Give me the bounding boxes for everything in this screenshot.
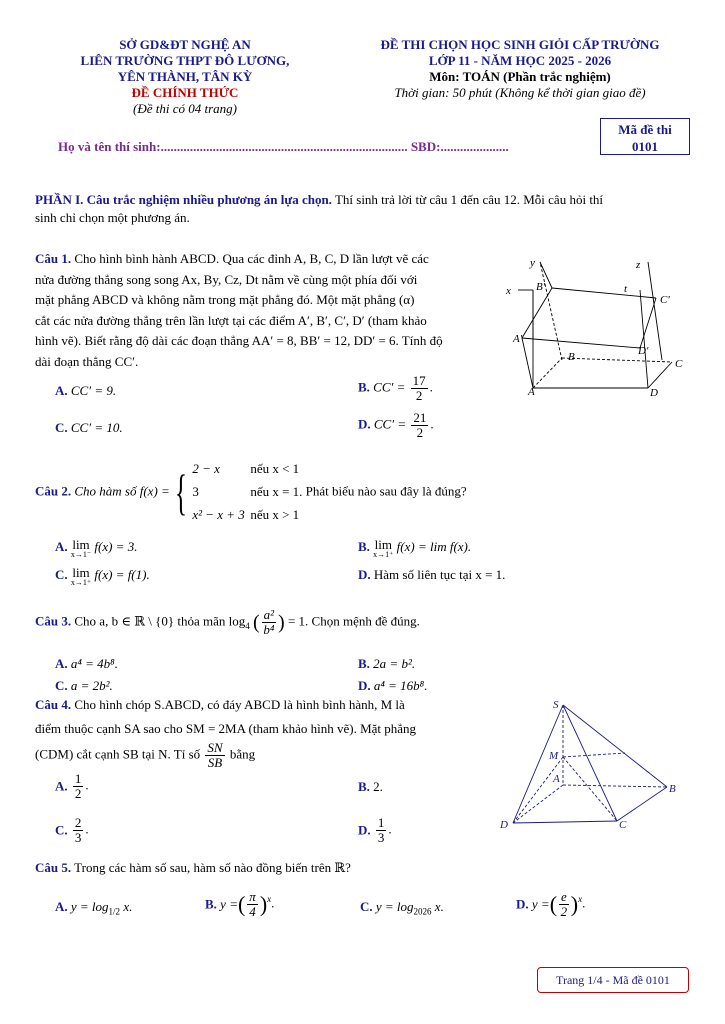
q3-option-d[interactable]: D. a⁴ = 16b⁸.: [358, 678, 428, 693]
part1-text-1: Thí sinh trả lời từ câu 1 đến câu 12. Mỗi câu hỏi thí: [331, 192, 604, 207]
q1-label-y: y: [530, 257, 535, 269]
exam-code-label: Mã đề thi: [618, 122, 672, 137]
part1-intro: [35, 191, 695, 227]
question-3: Câu 3. Cho a, b ∈ ℝ \ {0} thỏa mãn $\log_4$ ( $\frac{\text{a²}}{\text{b⁴}}$ ) = 1. Chọn mệnh đề đúng.: [35, 607, 420, 637]
exam-time: Thời gian: 50 phút (Không kể thời gian giao đề): [394, 85, 646, 100]
q3-intro: Cho a, b ∈ ℝ \ {0} thỏa mãn log: [71, 613, 246, 629]
q1-line-5: hình vẽ). Biết rằng độ dài các đoạn thẳng AA′ = 8, BB′ = 12, DD′ = 6. Tính độ: [35, 333, 443, 348]
q1-line-1: Cho hình bình hành ABCD. Qua các đỉnh A, B, C, D lần lượt vẽ các: [71, 251, 429, 266]
q4-option-b[interactable]: B. 2.: [358, 779, 383, 794]
q4-tail: bằng: [226, 746, 256, 762]
exam-line-1: ĐỀ THI CHỌN HỌC SINH GIỎI CẤP TRƯỜNG: [380, 37, 660, 52]
q4-seg-md: [513, 757, 563, 823]
q1-label-c1: C′: [660, 294, 670, 306]
part1-text-2: sinh chỉ chọn một phương án.: [35, 210, 190, 225]
q1-line-cz: [648, 262, 662, 360]
q4-label-m: M: [549, 750, 559, 762]
q2-option-b[interactable]: B. lim x→1⁺ f(x) = lim f(x).: [358, 537, 472, 559]
pages-note: (Đề thi có 04 trang): [133, 101, 237, 116]
q2-label: Câu 2.: [35, 483, 72, 499]
q1-b-fraction: $\frac{17}{2}$: [412, 373, 426, 403]
exam-code-box: [600, 118, 690, 155]
exam-line-3: Môn: TOÁN (Phần trắc nghiệm): [429, 69, 611, 84]
q3-option-a[interactable]: A. a⁴ = 4b⁸.: [55, 656, 118, 671]
q5-option-d[interactable]: D. y =( $\frac{e}{2}$ )$^x$.: [516, 889, 586, 919]
question-1: [35, 249, 495, 372]
school-line-2: LIÊN TRƯỜNG THPT ĐÔ LƯƠNG,: [80, 53, 290, 68]
q4-option-c[interactable]: C. $\frac{2}{3}$ .: [55, 815, 89, 845]
q1-option-b[interactable]: B. CC′ = $\frac{17}{2}$ .: [358, 373, 433, 403]
q1-d-fraction: $\frac{21}{2}$: [413, 410, 427, 440]
q4-seg-mn: [563, 753, 625, 757]
q4-label-d: D: [500, 819, 508, 831]
q2-option-d[interactable]: D. Hàm số liên tục tại x = 1.: [358, 567, 506, 582]
q1-figure: [500, 250, 700, 400]
q5-option-b[interactable]: B. y =( $\frac{\pi}{4}$ )$^x$.: [205, 889, 275, 919]
q3-fraction: $\frac{\text{a²}}{\text{b⁴}}$: [263, 607, 275, 637]
q3-tail: = 1. Chọn mệnh đề đúng.: [287, 613, 420, 629]
q1-line-2: nửa đường thẳng song song Ax, By, Cz, Dt nằm về cùng một phía đối với: [35, 271, 418, 287]
page-footer: Trang 1/4 - Mã đề 0101: [537, 967, 689, 993]
q1-line-6: dài đoạn thẳng CC′.: [35, 353, 139, 369]
q1-label-a1: A′: [513, 333, 523, 345]
q4-label-b: B: [669, 783, 676, 795]
q4-line-2: điểm thuộc cạnh SA sao cho SM = 2MA (tham khảo hình vẽ). Mặt phẳng: [35, 721, 417, 736]
q4-edge-dc: [513, 821, 617, 823]
q1-edge-a1d1: [522, 338, 640, 348]
official-label: ĐỀ CHÍNH THỨC: [131, 85, 239, 100]
q1-line-3: mặt phẳng ABCD và không nằm trong mặt phẳng đó. Một mặt phẳng (α): [35, 292, 415, 307]
q1-edge-bc: [562, 358, 672, 362]
q1-label-d1: D′: [638, 345, 649, 357]
q5-label: Câu 5.: [35, 860, 72, 875]
q4-ratio: $\frac{SN}{SB}$: [207, 740, 223, 770]
q5-option-a[interactable]: A. $y = \log_{1/2} x$.: [55, 899, 133, 917]
q4-edge-cb: [617, 787, 667, 821]
q4-label-c: C: [619, 819, 627, 831]
q1-label-t: t: [624, 283, 628, 295]
q2-intro: Cho hàm số f(x) =: [71, 483, 170, 499]
q1-label-c: C: [675, 358, 683, 370]
q3-label: Câu 3.: [35, 613, 72, 629]
q2-ask: Phát biểu nào sau đây là đúng?: [305, 483, 467, 499]
q1-option-a[interactable]: A. CC′ = 9.: [55, 383, 117, 398]
part1-title: PHẦN I. Câu trắc nghiệm nhiều phương án lựa chọn.: [35, 192, 332, 207]
q4-option-d[interactable]: D. $\frac{1}{3}$ .: [358, 815, 392, 845]
exam-code: 0101: [632, 139, 658, 154]
q2-cases: 2 − x nếu x < 1 3 nếu x = 1. x² − x + 3 nếu x > 1: [192, 461, 303, 522]
school-header: [40, 37, 330, 117]
student-name-label: Họ và tên thí sinh:............................................................................: [58, 139, 408, 154]
q5-intro: Trong các hàm số sau, hàm số nào đồng biến trên ℝ?: [71, 860, 351, 875]
q1-line-by: [540, 262, 562, 360]
q1-label: Câu 1.: [35, 251, 72, 266]
q1-label-x: x: [506, 285, 511, 297]
q4-seg-mc: [563, 757, 617, 821]
question-2: [35, 457, 675, 526]
question-4: [35, 693, 485, 770]
exam-header: [345, 37, 695, 101]
q1-label-b: B: [568, 351, 575, 363]
school-line-3: YÊN THÀNH, TÂN KỲ: [117, 69, 253, 84]
q3-option-b[interactable]: B. 2a = b².: [358, 656, 416, 671]
q1-option-c[interactable]: C. CC′ = 10.: [55, 420, 123, 435]
q1-edge-dc: [648, 362, 672, 388]
q2-option-c[interactable]: C. lim x→1⁺ f(x) = f(1).: [55, 565, 150, 587]
question-5: [35, 858, 675, 878]
q2-option-a[interactable]: A. lim x→1⁻ f(x) = 3.: [55, 537, 138, 559]
q3-base: 4: [245, 621, 250, 632]
school-line-1: SỞ GD&ĐT NGHỆ AN: [119, 37, 251, 52]
q1-label-b1: B′: [536, 281, 546, 293]
q1-edge-a1b1: [522, 288, 552, 338]
q3-option-c[interactable]: C. a = 2b².: [55, 678, 113, 693]
q4-label-a: A: [553, 773, 560, 785]
q1-seg-aa1: [522, 338, 533, 388]
q2-brace: {: [175, 463, 188, 520]
q4-edge-ab: [563, 785, 667, 787]
q5-option-c[interactable]: C. $y = \log_{2026} x$.: [360, 899, 444, 917]
q1-label-d: D: [650, 387, 658, 399]
student-name-line: [58, 139, 509, 155]
q4-label: Câu 4.: [35, 697, 72, 712]
sbd-label: SBD:.....................: [410, 139, 509, 154]
q1-option-d[interactable]: D. CC′ = $\frac{21}{2}$ .: [358, 410, 434, 440]
exam-line-2: LỚP 11 - NĂM HỌC 2025 - 2026: [428, 53, 612, 68]
q4-line-1: Cho hình chóp S.ABCD, có đáy ABCD là hình bình hành, M là: [71, 697, 405, 712]
q4-option-a[interactable]: A. $\frac{1}{2}$ .: [55, 771, 89, 801]
q4-label-s: S: [553, 699, 559, 711]
q4-edge-sc: [563, 705, 617, 821]
q4-line-3: (CDM) cắt cạnh SB tại N. Tỉ số: [35, 746, 201, 762]
q1-line-4: cắt các nửa đường thẳng trên lần lượt tại các điểm A′, B′, C′, D′ (tham khảo: [35, 312, 427, 328]
q4-figure: [495, 695, 685, 835]
q1-line-dt: [640, 290, 648, 388]
q1-edge-ab: [533, 358, 562, 388]
q4-edge-sb: [563, 705, 667, 787]
q1-label-z: z: [636, 259, 641, 271]
q4-edge-sd: [513, 705, 563, 823]
q1-label-a: A: [528, 386, 535, 398]
